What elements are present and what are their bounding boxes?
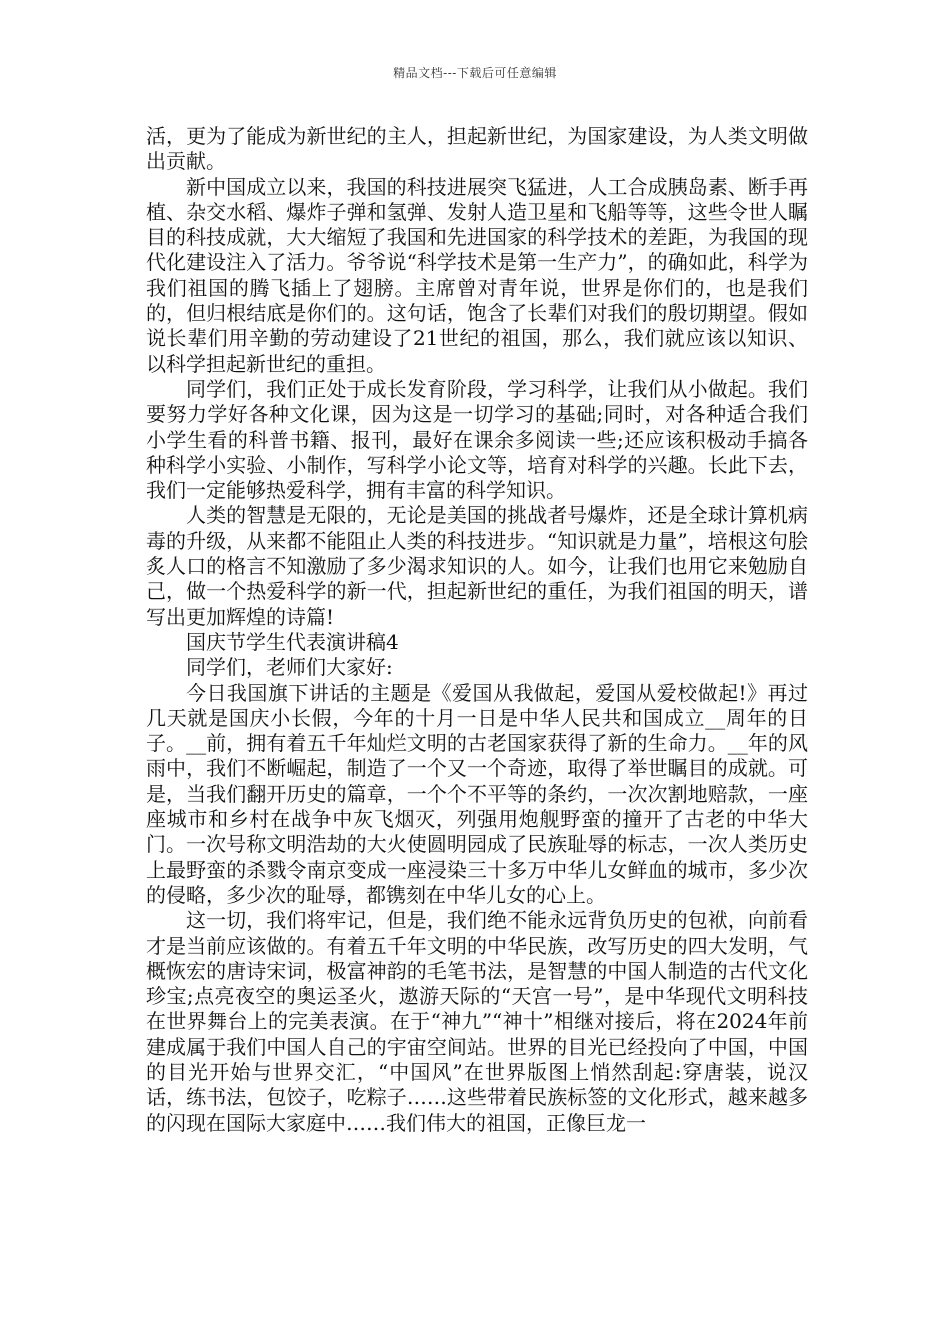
paragraph-speech-topic: 今日我国旗下讲话的主题是《爱国从我做起，爱国从爱校做起!》再过几天就是国庆小长假，今年的十月一日是中华人民共和国成立__周年的日子。__前，拥有着五千年灿烂文明的古老国家获得了新的生命力。__年的风雨中，我们不断崛起，制造了一个又一个奇迹，取得了举世瞩目的成就。可是，当我们翻开历史的篇章，一个个不平等的条约，一次次割地赔款，一座座城市和乡村在战争中灰飞烟灭，列强用炮舰野蛮的撞开了古老的中华大门。一次号称文明浩劫的大火使圆明园成了民族耻辱的标志，一次人类历史上最野蛮的杀戮令南京变成一座浸染三十多万中华儿女鲜血的城市，多少次的侵略，多少次的耻辱，都镌刻在中华儿女的心上。 [146, 680, 808, 907]
paragraph-remember-history: 这一切，我们将牢记，但是，我们绝不能永远背负历史的包袱，向前看才是当前应该做的。有着五千年文明的中华民族，改写历史的四大发明，气概恢宏的唐诗宋词，极富神韵的毛笔书法，是智慧的中国人制造的古代文化珍宝;点亮夜空的奥运圣火，遨游天际的“天宫一号”，是中华现代文明科技在世界舞台上的完美表演。在于“神九”“神十”相继对接后，将在2024年前建成属于我们中国人自己的宇宙空间站。世界的目光已经投向了中国，中国的目光开始与世界交汇，“中国风”在世界版图上悄然刮起:穿唐装，说汉话，练书法，包饺子，吃粽子……这些带着民族标签的文化形式，越来越多的闪现在国际大家庭中……我们伟大的祖国，正像巨龙一 [146, 908, 808, 1135]
paragraph-human-wisdom: 人类的智慧是无限的，无论是美国的挑战者号爆炸，还是全球计算机病毒的升级，从来都不能阻止人类的科技进步。“知识就是力量”，培根这句脍炙人口的格言不知激励了多少渴求知识的人。如今，让我们也用它来勉励自己，做一个热爱科学的新一代，担起新世纪的重任，为我们祖国的明天，谱写出更加辉煌的诗篇! [146, 503, 808, 629]
paragraph-tech-progress: 新中国成立以来，我国的科技进展突飞猛进，人工合成胰岛素、断手再植、杂交水稻、爆炸子弹和氢弹、发射人造卫星和飞船等等，这些令世人瞩目的科技成就，大大缩短了我国和先进国家的科学技术的差距，为我国的现代化建设注入了活力。爷爷说“科学技术是第一生产力”，的确如此，科学为我们祖国的腾飞插上了翅膀。主席曾对青年说，世界是你们的，也是我们的，但归根结底是你们的。这句话，饱含了长辈们对我们的殷切期望。假如说长辈们用辛勤的劳动建设了21世纪的祖国，那么，我们就应该以知识、以科学担起新世纪的重担。 [146, 174, 808, 376]
document-body [146, 124, 808, 1136]
page-header: 精品文档---下载后可任意编辑 [393, 66, 557, 80]
paragraph-students-learn: 同学们，我们正处于成长发育阶段，学习科学，让我们从小做起。我们要努力学好各种文化课，因为这是一切学习的基础;同时，对各种适合我们小学生看的科普书籍、报刊，最好在课余多阅读一些;还应该积极动手搞各种科学小实验、小制作，写科学小论文等，培育对科学的兴趣。长此下去，我们一定能够热爱科学，拥有丰富的科学知识。 [146, 376, 808, 503]
section-title: 国庆节学生代表演讲稿4 [186, 629, 399, 654]
paragraph-continuation: 活，更为了能成为新世纪的主人，担起新世纪，为国家建设，为人类文明做出贡献。 [146, 124, 808, 174]
greeting: 同学们，老师们大家好: [186, 655, 393, 680]
